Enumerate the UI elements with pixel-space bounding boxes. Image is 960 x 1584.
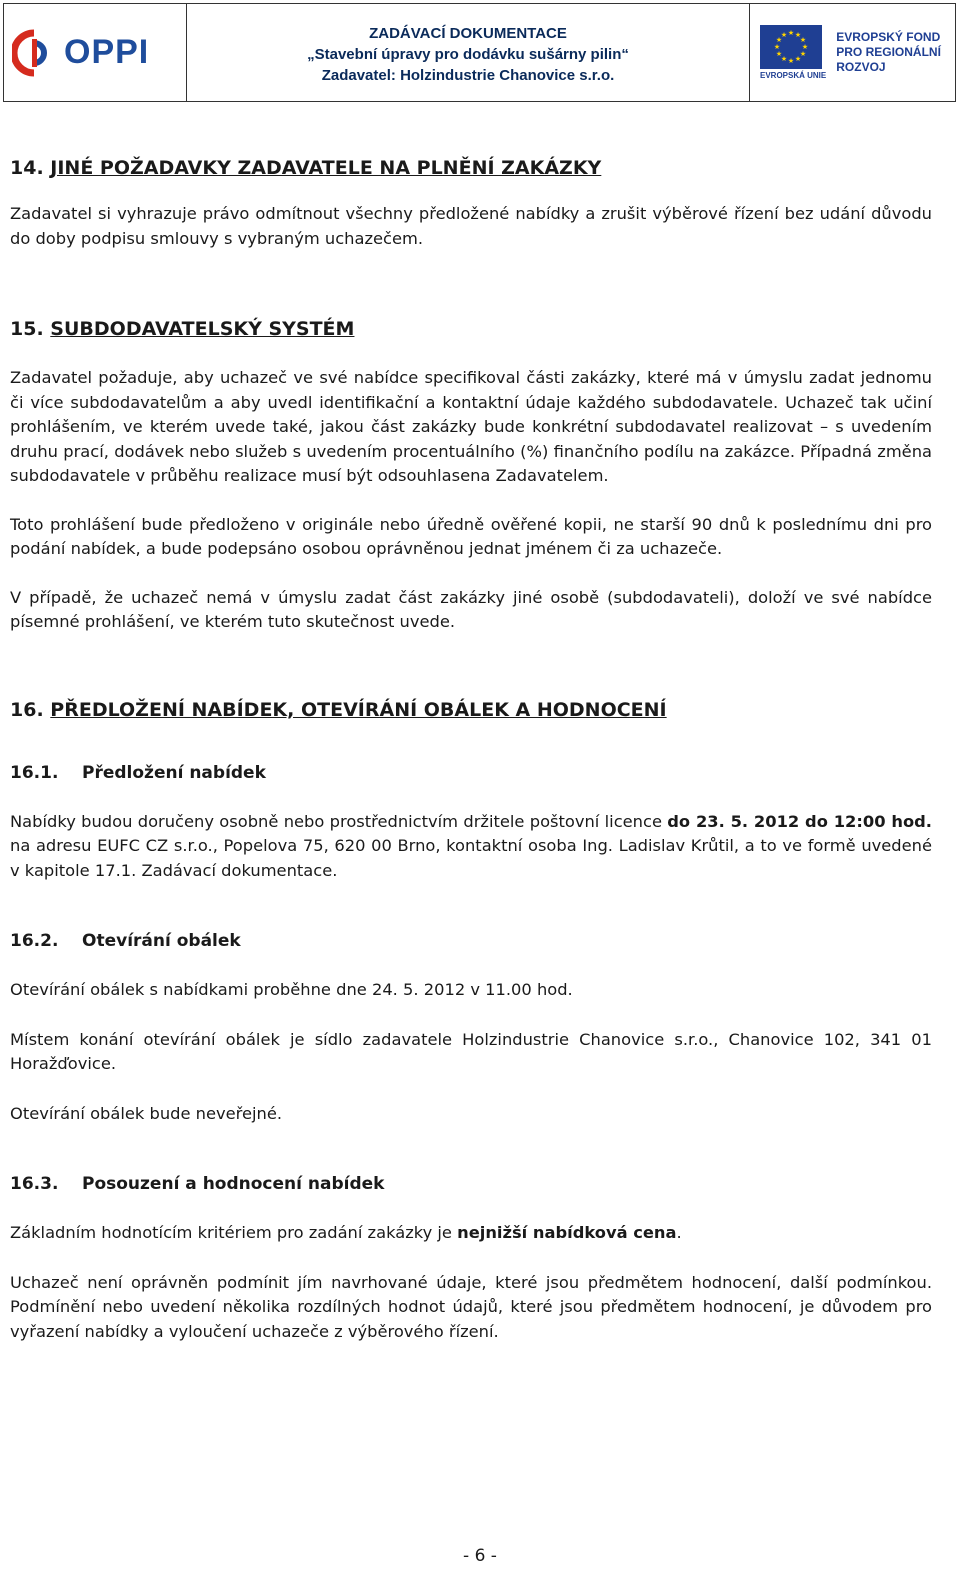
delivery-text-end: na adresu EUFC CZ s.r.o., Popelova 75, 620 00 Brno, kontaktní osoba Ing. Ladislav Krůtil, a to ve formě uvedené v kapitole 17.1. Zadávací dokumentace. bbox=[10, 836, 932, 880]
subsection-16-3-number: 16.3. bbox=[10, 1174, 59, 1194]
eu-fund-text bbox=[836, 30, 941, 75]
section-15-title: SUBDODAVATELSKÝ SYSTÉM bbox=[50, 318, 355, 340]
eu-flag-icon bbox=[760, 25, 822, 69]
criterion-lowest-price: nejnižší nabídková cena bbox=[457, 1223, 677, 1242]
subsection-16-2-title: Otevírání obálek bbox=[82, 931, 241, 951]
section-16-title: PŘEDLOŽENÍ NABÍDEK, OTEVÍRÁNÍ OBÁLEK A HODNOCENÍ bbox=[50, 698, 667, 721]
eu-fund-line-3: ROZVOJ bbox=[836, 60, 886, 74]
section-15-number: 15. bbox=[10, 318, 44, 340]
header-line-2: „Stavební úpravy pro dodávku sušárny pilin“ bbox=[307, 46, 629, 63]
delivery-deadline: do 23. 5. 2012 do 12:00 hod. bbox=[667, 811, 932, 831]
oppi-logo-text: OPPI bbox=[64, 33, 150, 71]
delivery-text-start: Nabídky budou doručeny osobně nebo prostřednictvím držitele poštovní licence bbox=[10, 811, 668, 831]
subsection-16-1-number: 16.1. bbox=[10, 762, 59, 783]
section-14-paragraph-1: Zadavatel si vyhrazuje právo odmítnout všechny předložené nabídky a zrušit výběrové řízení bez udání důvodu do doby podpisu smlouvy s vybraným uchazečem. bbox=[10, 204, 932, 248]
section-16-number: 16. bbox=[10, 698, 44, 721]
header-line-3: Zadavatel: Holzindustrie Chanovice s.r.o. bbox=[321, 67, 615, 84]
subsection-16-3-heading bbox=[10, 1172, 932, 1196]
subsection-16-1-title: Předložení nabídek bbox=[82, 762, 266, 783]
oppi-logo bbox=[4, 4, 187, 101]
subsection-16-3-paragraph-2: Uchazeč není oprávněn podmínit jím navrhované údaje, které jsou předmětem hodnocení, další podmínkou. Podmínění nebo uvedení několika rozdílných hodnot údajů, které jsou předmětem hodnocení, je důvodem pro vyřazení nabídky a vyloučení uchazeče z výběrového řízení. bbox=[10, 1272, 932, 1341]
section-16-heading bbox=[10, 697, 932, 723]
svg-text:★: ★ bbox=[787, 29, 795, 37]
subsection-16-2-heading bbox=[10, 929, 932, 953]
section-14-title: JINÉ POŽADAVKY ZADAVATELE NA PLNĚNÍ ZAKÁZKY bbox=[50, 157, 602, 179]
svg-text:★: ★ bbox=[775, 50, 783, 58]
svg-text:★: ★ bbox=[794, 31, 802, 39]
subsection-16-1-heading bbox=[10, 761, 932, 785]
criterion-text-end: . bbox=[676, 1223, 682, 1242]
page-number: - 6 - bbox=[463, 1546, 497, 1566]
header-title-block bbox=[187, 4, 750, 101]
section-15-paragraph-1: Zadavatel požaduje, aby uchazeč ve své nabídce specifikoval části zakázky, které má v úmyslu zadat jednomu či více subdodavatelům a aby uvedl identifikační a kontaktní údaje každého subdodavatele. Uchazeč tak učiní prohlášením, ve kterém uvede také, jakou část zakázky bude konkrétní subdodavatel realizovat – s uvedením druhu prací, dodávek nebo služeb s uvedením procentuálního (%) finančního podílu na zakázce. Případná změna subdodavatele v průběhu realizace musí být odsouhlasena Zadavatelem. bbox=[10, 368, 932, 485]
subsection-16-1-paragraph bbox=[10, 810, 932, 884]
section-15-heading bbox=[10, 316, 932, 342]
document-body bbox=[10, 150, 932, 1344]
subsection-16-2-number: 16.2. bbox=[10, 931, 59, 951]
section-14-number: 14. bbox=[10, 157, 44, 179]
svg-text:★: ★ bbox=[775, 36, 783, 44]
subsection-16-2-paragraph-3: Otevírání obálek bude neveřejné. bbox=[10, 1103, 283, 1123]
section-14-heading bbox=[10, 155, 932, 181]
page-header bbox=[3, 3, 956, 102]
eu-stars-icon bbox=[760, 25, 822, 69]
eu-fund-line-2: PRO REGIONÁLNÍ bbox=[836, 45, 941, 59]
svg-text:★: ★ bbox=[787, 57, 795, 65]
subsection-16-2-paragraph-1: Otevírání obálek s nabídkami proběhne dne 24. 5. 2012 v 11.00 hod. bbox=[10, 980, 573, 999]
eu-fund-line-1: EVROPSKÝ FOND bbox=[836, 30, 941, 44]
svg-text:★: ★ bbox=[799, 50, 807, 58]
svg-text:★: ★ bbox=[799, 36, 807, 44]
eu-flag-block bbox=[760, 25, 826, 80]
section-15-paragraph-3: V případě, že uchazeč nemá v úmyslu zadat část zakázky jiné osobě (subdodavateli), doloží ve své nabídce písemné prohlášení, ve kterém tuto skutečnost uvede. bbox=[10, 587, 932, 631]
header-line-1: ZADÁVACÍ DOKUMENTACE bbox=[369, 25, 567, 42]
eu-label: EVROPSKÁ UNIE bbox=[760, 71, 827, 80]
section-15-paragraph-2: Toto prohlášení bude předloženo v originále nebo úředně ověřené kopii, ne starší 90 dnů k poslednímu dni pro podání nabídek, a bude podepsáno osobou oprávněnou jednat jménem či za uchazeče. bbox=[10, 514, 932, 558]
svg-text:★: ★ bbox=[794, 55, 802, 63]
svg-text:★: ★ bbox=[773, 43, 781, 51]
criterion-text-start: Základním hodnotícím kritériem pro zadání zakázky je bbox=[10, 1223, 458, 1242]
subsection-16-2-paragraph-2: Místem konání otevírání obálek je sídlo zadavatele Holzindustrie Chanovice s.r.o., Chanovice 102, 341 01 Horažďovice. bbox=[10, 1029, 932, 1073]
oppi-emblem-icon bbox=[12, 29, 56, 77]
svg-text:★: ★ bbox=[801, 43, 809, 51]
svg-text:★: ★ bbox=[780, 31, 788, 39]
eu-logo bbox=[750, 4, 955, 101]
subsection-16-3-title: Posouzení a hodnocení nabídek bbox=[82, 1174, 385, 1194]
subsection-16-3-paragraph-1 bbox=[10, 1221, 932, 1246]
svg-text:★: ★ bbox=[780, 55, 788, 63]
